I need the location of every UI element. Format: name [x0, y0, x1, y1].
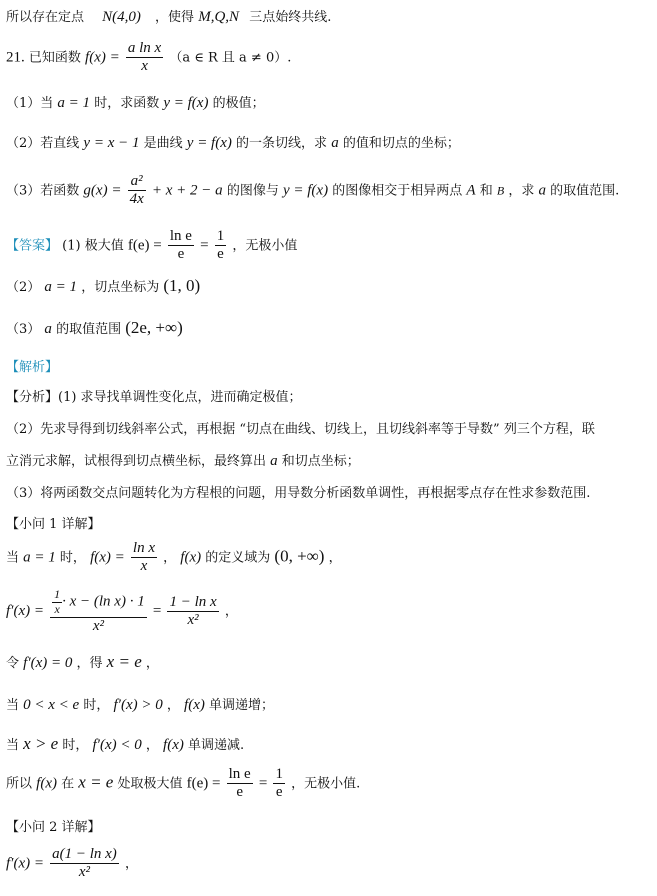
numerator: a(1 − ln x) — [50, 846, 119, 864]
math: A — [466, 182, 476, 199]
text: （3）若函数 — [6, 183, 80, 199]
math: f′(x) = — [6, 855, 44, 872]
answer-2 — [6, 276, 653, 296]
math: y = x − 1 — [83, 135, 140, 151]
text: ，求 — [508, 183, 535, 199]
numerator: a² — [128, 173, 146, 191]
text: ， — [166, 698, 180, 713]
math: x = e — [106, 652, 142, 671]
text: (1) 极大值 — [62, 238, 124, 254]
math: f′(x) = 0 — [23, 655, 73, 671]
fraction — [50, 846, 119, 882]
numerator: a ln x — [126, 40, 163, 58]
analysis-line-1: 【分析】(1) 求导找单调性变化点，进而确定极值； — [6, 390, 302, 405]
denominator: x — [141, 58, 148, 75]
math: · x − (ln x) · 1 — [62, 593, 145, 610]
math: y = f(x) — [282, 182, 329, 199]
math: f′(x) = — [6, 602, 44, 619]
text: 三点始终共线. — [249, 10, 332, 25]
text: ， — [145, 738, 159, 753]
math: = — [258, 775, 268, 792]
text: 的图像相交于相异两点 — [332, 183, 463, 199]
numerator: 1 — [273, 766, 285, 784]
text: 立消元求解，试根得到切点横坐标，最终算出 — [6, 454, 267, 469]
text: 和切点坐标； — [281, 454, 360, 469]
numerator: ln e — [168, 228, 194, 246]
denominator: x² — [187, 611, 199, 628]
numerator: 1 − ln x — [167, 594, 218, 612]
text: 当 — [6, 738, 20, 753]
analysis-tag: 【解析】 — [6, 360, 59, 375]
text: ，使得 — [155, 10, 195, 25]
math: B — [496, 183, 505, 198]
math: f(x) — [163, 737, 184, 753]
math: f(x) = — [90, 549, 125, 566]
text: 的定义域为 — [205, 550, 271, 566]
math: g(x) = — [83, 182, 122, 199]
fraction — [131, 540, 157, 576]
text: 令 — [6, 656, 20, 671]
math: (0, +∞) — [274, 546, 325, 566]
solution-line-1 — [6, 540, 653, 576]
text: 的值和切点的坐标； — [342, 136, 460, 151]
solution-derivative-2 — [6, 846, 653, 882]
text: （2） — [6, 280, 41, 295]
math: a — [331, 135, 339, 151]
text: 处取极大值 — [117, 776, 183, 792]
fraction — [126, 40, 163, 76]
text: 和 — [479, 183, 493, 199]
fraction — [167, 594, 218, 630]
math: = — [200, 237, 209, 254]
text: 时， — [83, 698, 110, 713]
math: f(x) — [184, 697, 205, 713]
text: ，无极小值. — [291, 776, 361, 792]
subquestion-1-header: 【小问 1 详解】 — [6, 517, 101, 532]
math: y = f(x) — [163, 95, 209, 111]
math: f(x) — [180, 549, 202, 566]
numerator: 1 — [54, 587, 61, 601]
denominator: x — [140, 558, 148, 575]
text: （3） — [6, 322, 41, 337]
math: a = 1 — [44, 279, 78, 295]
denominator: e — [275, 784, 283, 801]
math: f′(x) < 0 — [92, 737, 142, 753]
analysis-line-4: （3）将两函数交点问题转化为方程根的问题，用导数分析函数单调性，再根据零点存在性求参数范围. — [6, 486, 591, 501]
text: 的一条切线，求 — [236, 136, 328, 151]
denominator: e — [177, 246, 185, 263]
math: x > e — [23, 734, 59, 753]
text: 的取值范围 — [56, 322, 122, 337]
text: ， — [124, 856, 138, 872]
math: f(e) = — [186, 775, 221, 792]
math: a = 1 — [57, 95, 91, 111]
part-2-question — [6, 132, 653, 152]
text: （1）当 — [6, 96, 54, 111]
fraction — [168, 228, 194, 264]
text: 已知函数 — [28, 50, 81, 66]
part-1-question — [6, 92, 653, 112]
text: （2）若直线 — [6, 136, 80, 151]
numerator — [50, 588, 147, 618]
text: 时， — [62, 738, 89, 753]
math: a = 1 — [23, 549, 56, 566]
math: (1, 0) — [163, 276, 201, 295]
math: 0 < x < e — [23, 697, 80, 713]
denominator: x — [54, 601, 60, 616]
text: 当 — [6, 550, 20, 566]
math: + x + 2 − a — [151, 182, 223, 199]
numerator: ln e — [227, 766, 253, 784]
text: ， — [145, 656, 159, 671]
text: 当 — [6, 698, 20, 713]
analysis-line-3 — [6, 450, 653, 470]
denominator: e — [217, 246, 224, 263]
math: y = f(x) — [186, 135, 232, 151]
text: 时，求函数 — [94, 96, 160, 111]
fraction — [50, 588, 147, 635]
text: 时， — [59, 550, 86, 566]
text: 所以 — [6, 776, 33, 792]
text: 所以存在定点 — [6, 10, 85, 25]
math: (2e, +∞) — [125, 318, 183, 337]
math: f(e) = — [127, 237, 162, 254]
text: ， — [163, 550, 177, 566]
inner-fraction — [52, 588, 62, 617]
prev-conclusion-line — [6, 6, 653, 26]
question-number: 21. — [6, 49, 25, 66]
text: ，切点坐标为 — [81, 280, 160, 295]
fraction — [273, 766, 285, 802]
numerator: 1 — [215, 228, 227, 246]
math: f′(x) > 0 — [113, 697, 163, 713]
text: 的取值范围. — [550, 183, 620, 199]
fraction — [215, 228, 227, 264]
math: = — [152, 602, 162, 619]
answer-tag: 【答案】 — [6, 238, 59, 254]
solution-line-6 — [6, 766, 653, 802]
text: 单调递减. — [188, 738, 245, 753]
text: ，得 — [76, 656, 103, 671]
fraction — [227, 766, 253, 802]
analysis-line-2: （2）先求导得到切线斜率公式，再根据 “切点在曲线、切线上，且切线斜率等于导数” 列三个方程，联 — [6, 422, 595, 437]
math: a — [44, 321, 52, 337]
text: 的极值； — [212, 96, 265, 111]
math: x = e — [78, 772, 114, 792]
denominator: x² — [92, 617, 104, 634]
text: ，无极小值 — [232, 238, 298, 254]
answer-1 — [6, 228, 653, 264]
math: a — [538, 182, 546, 199]
function-def: f(x) = — [85, 49, 120, 66]
points-mqn: M,Q,N — [198, 9, 240, 25]
solution-line-3 — [6, 652, 653, 672]
answer-3 — [6, 318, 653, 338]
solution-derivative — [6, 588, 653, 635]
math: a — [270, 453, 278, 469]
text: 是曲线 — [143, 136, 183, 151]
fraction — [128, 173, 146, 209]
point-n: N(4,0) — [102, 9, 141, 25]
denominator: 4x — [129, 191, 144, 208]
question-21-stem — [6, 40, 653, 76]
text: 的图像与 — [226, 183, 279, 199]
solution-line-4 — [6, 694, 653, 714]
text: ， — [328, 550, 342, 566]
text: 单调递增； — [209, 698, 275, 713]
text: ， — [224, 603, 238, 619]
numerator: ln x — [131, 540, 157, 558]
denominator: x² — [78, 864, 91, 881]
part-3-question — [6, 173, 653, 209]
condition: （a ∈ R 且 a ≠ 0）. — [169, 50, 292, 66]
solution-line-5 — [6, 734, 653, 754]
math: f(x) — [36, 775, 57, 792]
denominator: e — [236, 784, 244, 801]
subquestion-2-header: 【小问 2 详解】 — [6, 820, 101, 835]
text: 在 — [61, 776, 75, 792]
